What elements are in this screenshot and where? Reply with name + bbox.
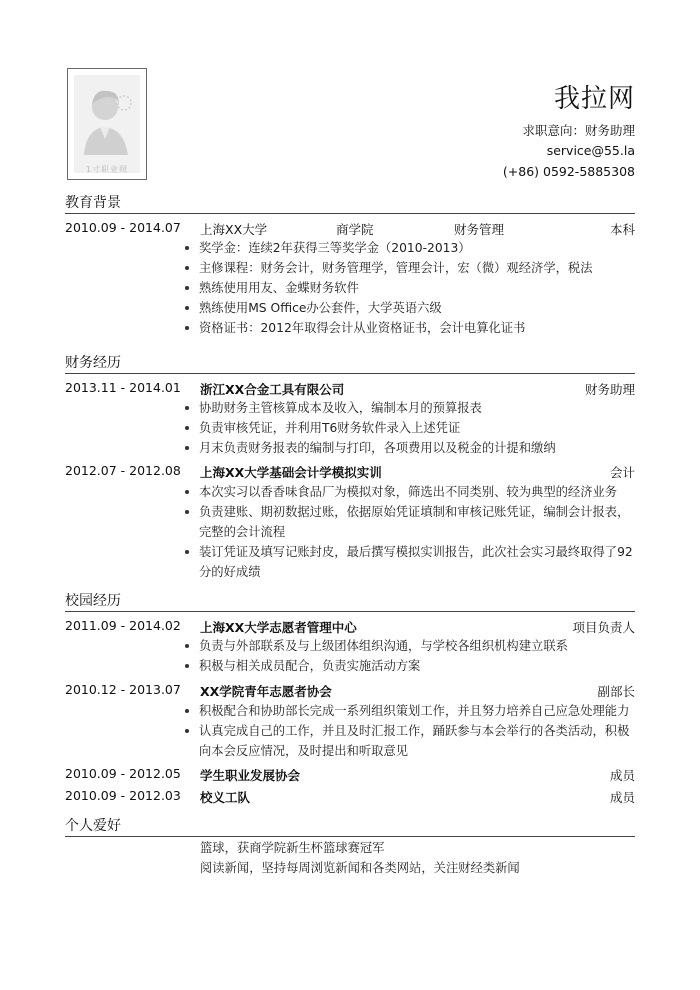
list-item: 装订凭证及填写记账封皮，最后撰写模拟实训报告，此次社会实习最终取得了92分的好成绩 bbox=[182, 542, 637, 582]
section-divider bbox=[65, 611, 635, 612]
experience-details bbox=[182, 398, 637, 458]
college-name: 商学院 bbox=[336, 222, 374, 237]
section-divider bbox=[65, 373, 635, 374]
list-item: 负责与外部联系及与上级团体组织沟通，与学校各组织机构建立联系 bbox=[182, 636, 637, 656]
list-item: 负责建账、期初数据过账，依据原始凭证填制和审核记账凭证，编制会计报表，完整的会计流程 bbox=[182, 502, 637, 542]
education-date: 2010.09 - 2014.07 bbox=[65, 220, 181, 235]
experience-details bbox=[182, 636, 637, 676]
experience-details bbox=[182, 701, 637, 761]
degree: 本科 bbox=[609, 222, 635, 237]
project-name: 上海XX大学基础会计学模拟实训 bbox=[200, 465, 382, 480]
experience-date: 2010.09 - 2012.05 bbox=[65, 766, 181, 781]
list-item: 负责审核凭证，并利用T6财务软件录入上述凭证 bbox=[182, 418, 637, 438]
job-role: 会计 bbox=[609, 465, 635, 480]
list-item: 本次实习以香香味食品厂为模拟对象，筛选出不同类别、较为典型的经济业务 bbox=[182, 482, 637, 502]
resume-name: 我拉网 bbox=[553, 84, 635, 114]
list-item: 协助财务主管核算成本及收入，编制本月的预算报表 bbox=[182, 398, 637, 418]
job-role: 成员 bbox=[609, 790, 635, 805]
list-item: 资格证书：2012年取得会计从业资格证书，会计电算化证书 bbox=[182, 318, 637, 338]
list-item: 主修课程：财务会计，财务管理学，管理会计，宏（微）观经济学，税法 bbox=[182, 258, 637, 278]
photo-caption: 1寸职业照 bbox=[85, 165, 129, 174]
job-role: 副部长 bbox=[597, 684, 635, 699]
section-title-finance: 财务经历 bbox=[65, 355, 121, 371]
experience-details bbox=[182, 482, 637, 582]
profile-photo bbox=[67, 68, 147, 180]
list-item: 奖学金：连续2年获得三等奖学金（2010-2013） bbox=[182, 238, 637, 258]
list-item: 熟练使用MS Office办公套件，大学英语六级 bbox=[182, 298, 637, 318]
company-name: 浙江XX合金工具有限公司 bbox=[200, 382, 345, 397]
organization-name: XX学院青年志愿者协会 bbox=[200, 684, 332, 699]
section-divider bbox=[65, 836, 635, 837]
experience-date: 2010.09 - 2012.03 bbox=[65, 788, 181, 803]
section-divider bbox=[65, 213, 635, 214]
list-item: 积极配合和协助部长完成一系列组织策划工作，并且努力培养自己应急处理能力 bbox=[182, 701, 637, 721]
experience-date: 2010.12 - 2013.07 bbox=[65, 682, 181, 697]
person-silhouette-icon bbox=[80, 83, 134, 155]
list-item: 认真完成自己的工作，并且及时汇报工作，踊跃参与本会举行的各类活动，积极向本会反应情况，及时提出和听取意见 bbox=[182, 721, 637, 761]
education-details bbox=[182, 238, 637, 338]
list-item: 熟练使用用友、金蝶财务软件 bbox=[182, 278, 637, 298]
email-address[interactable]: service@55.la bbox=[546, 143, 635, 158]
organization-name: 学生职业发展协会 bbox=[200, 768, 301, 783]
organization-name: 上海XX大学志愿者管理中心 bbox=[200, 620, 357, 635]
organization-name: 校义工队 bbox=[200, 790, 251, 805]
experience-date: 2012.07 - 2012.08 bbox=[65, 463, 181, 478]
section-title-education: 教育背景 bbox=[65, 195, 121, 211]
phone-number: (+86) 0592-5885308 bbox=[502, 164, 635, 179]
hobby-item: 阅读新闻，坚持每周浏览新闻和各类网站，关注财经类新闻 bbox=[200, 861, 520, 875]
job-role: 财务助理 bbox=[584, 382, 635, 397]
hobby-item: 篮球，获商学院新生杯篮球赛冠军 bbox=[200, 841, 385, 855]
list-item: 月末负责财务报表的编制与打印，各项费用以及税金的计提和缴纳 bbox=[182, 438, 637, 458]
job-role: 项目负责人 bbox=[572, 620, 635, 635]
job-objective: 求职意向：财务助理 bbox=[522, 123, 635, 138]
experience-date: 2011.09 - 2014.02 bbox=[65, 618, 181, 633]
major-name: 财务管理 bbox=[454, 222, 505, 237]
photo-placeholder bbox=[74, 75, 140, 173]
section-title-hobbies: 个人爱好 bbox=[65, 818, 121, 834]
section-title-campus: 校园经历 bbox=[65, 593, 121, 609]
school-name: 上海XX大学 bbox=[200, 222, 268, 237]
job-role: 成员 bbox=[609, 768, 635, 783]
experience-date: 2013.11 - 2014.01 bbox=[65, 380, 181, 395]
list-item: 积极与相关成员配合，负责实施活动方案 bbox=[182, 656, 637, 676]
